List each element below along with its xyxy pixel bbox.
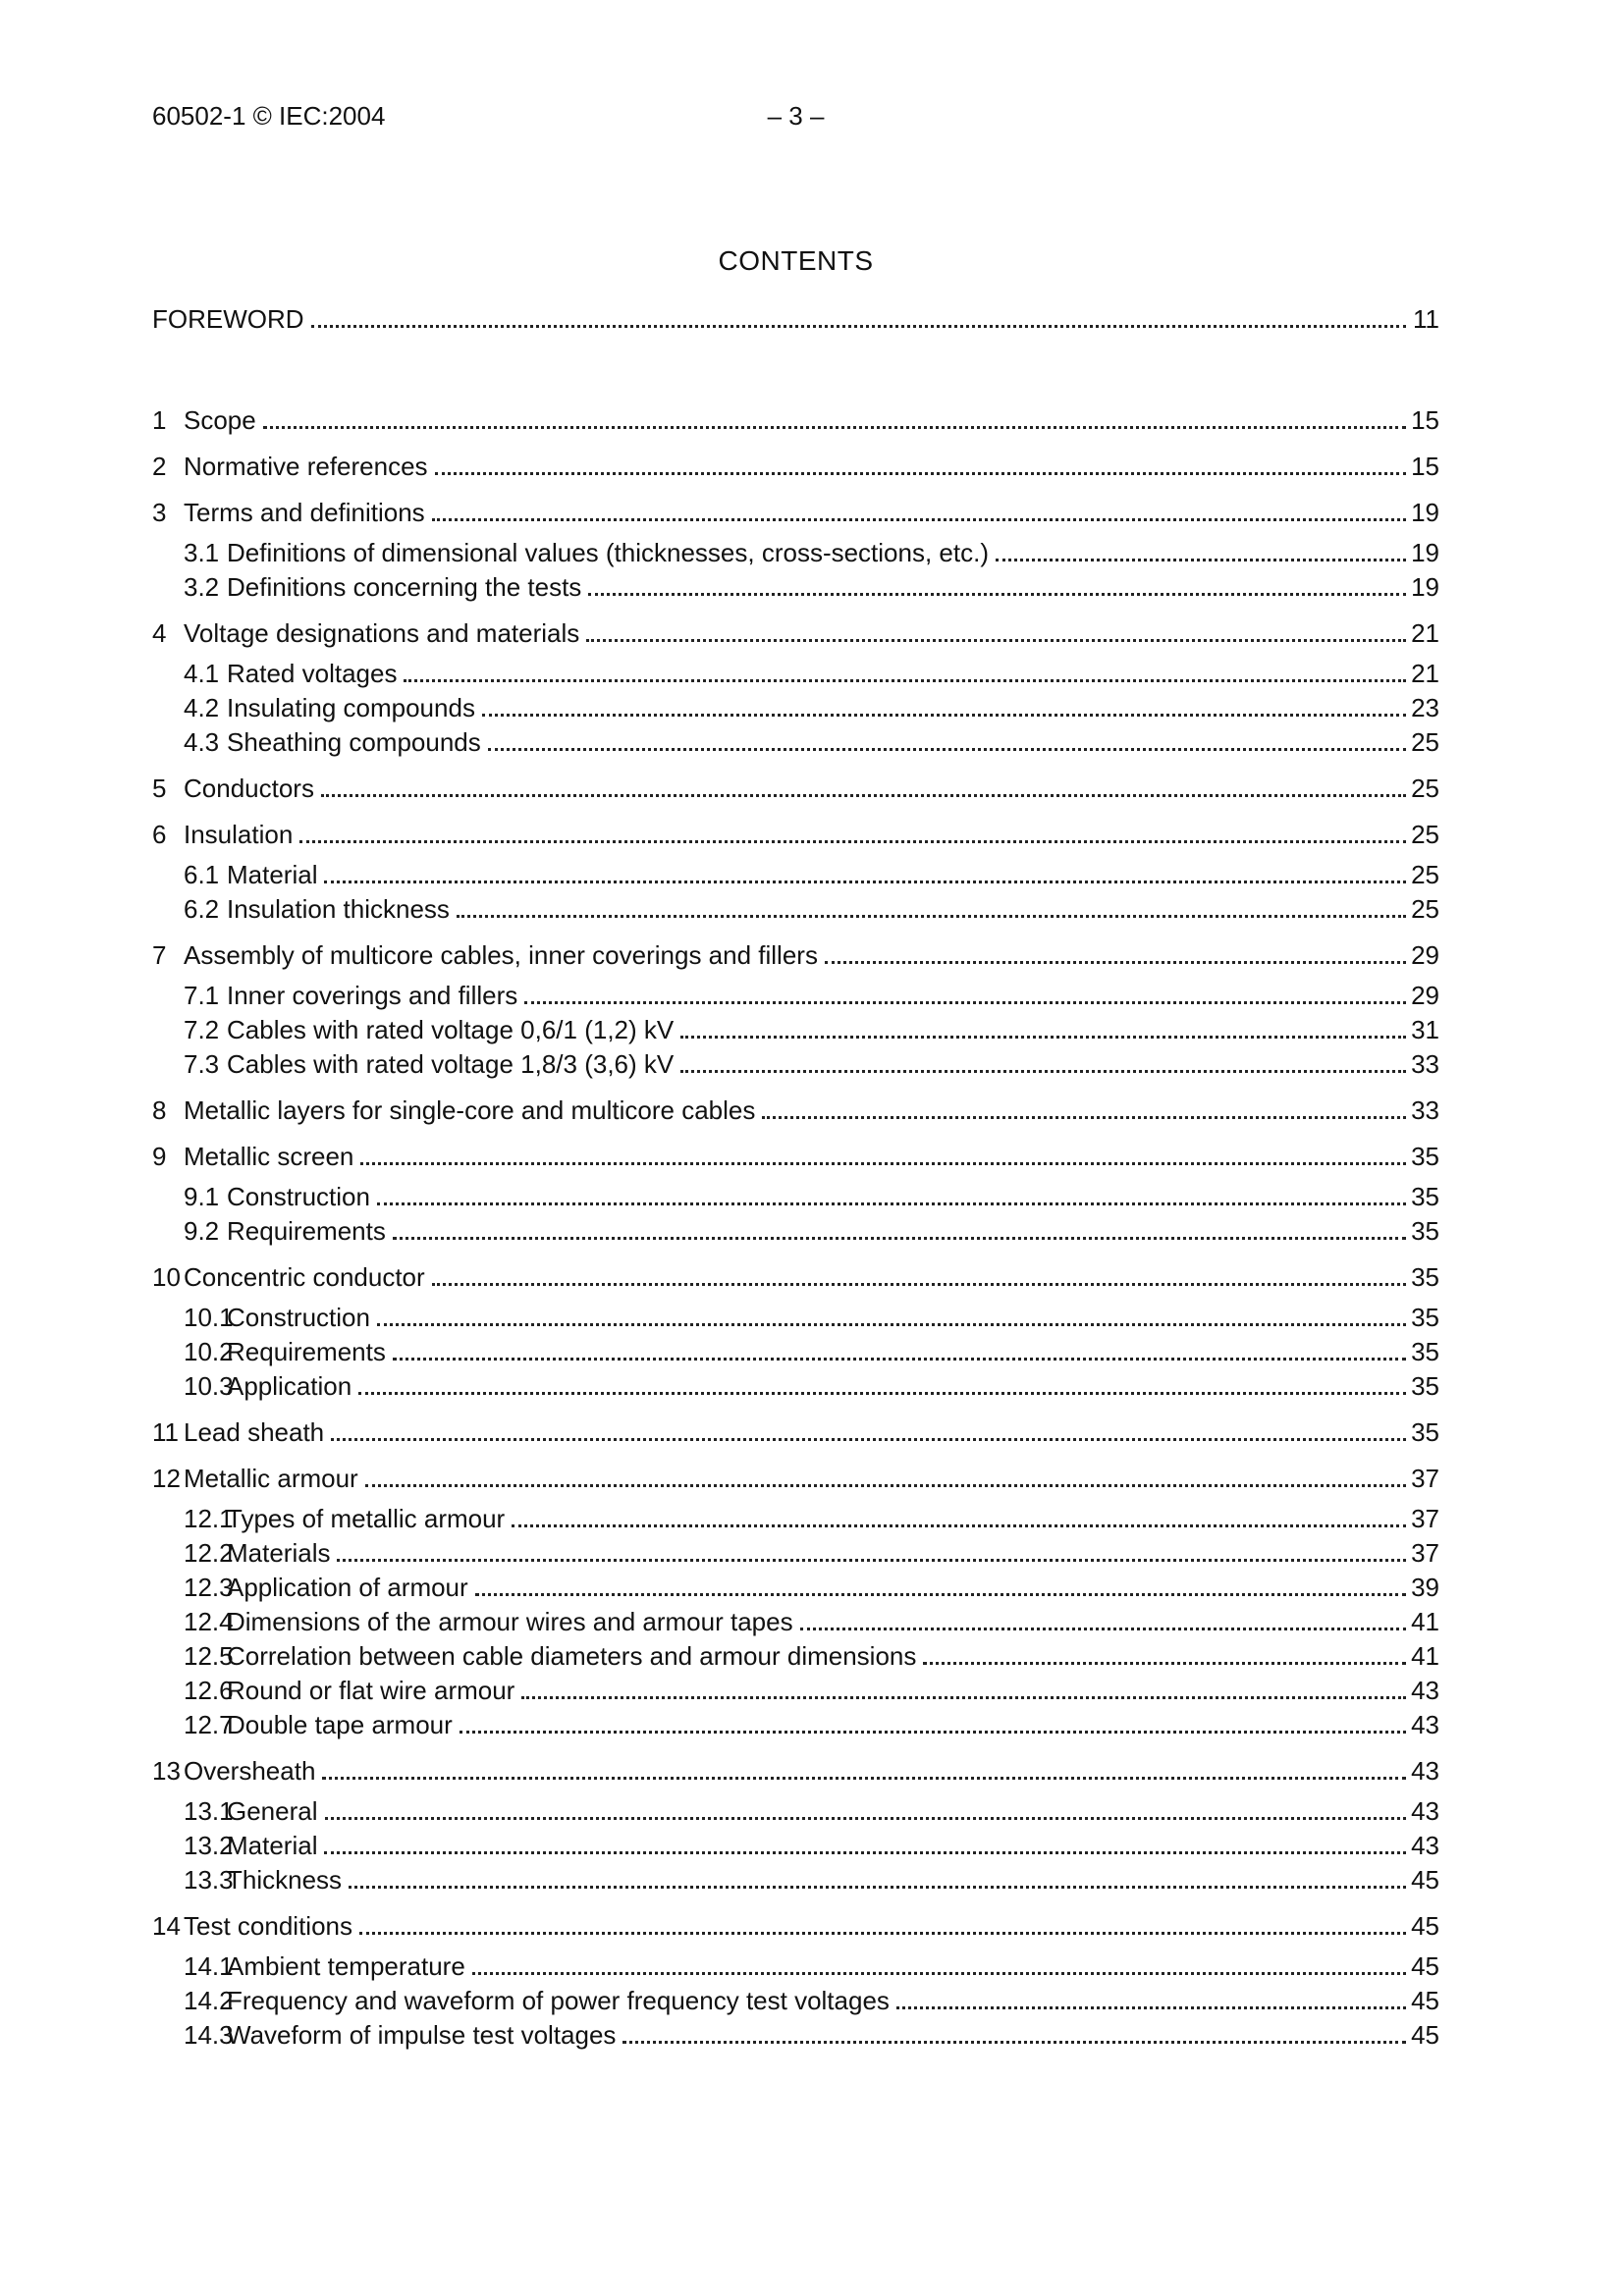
toc-entry-number: 10 xyxy=(152,1262,181,1292)
toc-entry-label: Correlation between cable diameters and armour dimensions xyxy=(227,1641,917,1671)
page-number-marker: – 3 – xyxy=(767,101,825,131)
contents-title: CONTENTS xyxy=(718,245,874,276)
toc-entry-page: 31 xyxy=(1411,1015,1439,1044)
toc-entry-page: 25 xyxy=(1411,820,1439,849)
toc-entry-number: 9 xyxy=(152,1142,167,1171)
toc-entry-label: Application xyxy=(227,1371,352,1401)
toc-leader-dots xyxy=(359,1932,1406,1935)
toc-entry-page: 23 xyxy=(1411,693,1439,722)
toc-leader-dots xyxy=(349,1886,1406,1889)
toc-entry-page: 29 xyxy=(1411,981,1439,1010)
toc-entry-number: 4.1 xyxy=(184,659,220,688)
toc-entry-label: Scope xyxy=(184,405,256,435)
toc-entry-label: Metallic layers for single-core and multicore cables xyxy=(184,1095,756,1125)
toc-entry-number: 12.3 xyxy=(184,1573,234,1602)
toc-entry-number: 14.2 xyxy=(184,1986,234,2015)
toc-entry-page: 33 xyxy=(1411,1049,1439,1079)
toc-entry-page: 35 xyxy=(1411,1216,1439,1246)
toc-entry-page: 45 xyxy=(1411,2020,1439,2050)
toc-leader-dots xyxy=(322,1777,1406,1780)
toc-entry-number: 14 xyxy=(152,1911,181,1941)
toc-entry xyxy=(152,1415,1439,1450)
toc-leader-dots xyxy=(622,2041,1406,2044)
toc-entry-number: 12.4 xyxy=(184,1607,234,1636)
toc-entry xyxy=(152,1605,1439,1639)
toc-entry xyxy=(152,1754,1439,1789)
toc-entry-page: 35 xyxy=(1411,1371,1439,1401)
toc-entry-number: 14.3 xyxy=(184,2020,234,2050)
toc-entry xyxy=(152,1180,1439,1214)
toc-entry-label: Rated voltages xyxy=(227,659,398,688)
toc-leader-dots xyxy=(996,559,1406,561)
toc-leader-dots xyxy=(923,1662,1406,1665)
toc-entry-label: Application of armour xyxy=(227,1573,468,1602)
toc-entry-number: 12.2 xyxy=(184,1538,234,1568)
toc-entry-number: 4.2 xyxy=(184,693,220,722)
toc-entry-label: Dimensions of the armour wires and armour tapes xyxy=(227,1607,793,1636)
toc-entry xyxy=(152,1794,1439,1829)
toc-entry xyxy=(152,1369,1439,1404)
toc-entry xyxy=(152,1949,1439,1984)
toc-leader-dots xyxy=(263,426,1406,429)
toc-entry-page: 37 xyxy=(1411,1464,1439,1493)
toc-entry xyxy=(152,1571,1439,1605)
toc-leader-dots xyxy=(460,1731,1406,1734)
toc-entry xyxy=(152,1909,1439,1944)
toc-entry xyxy=(152,1462,1439,1496)
toc-entry-label: Conductors xyxy=(184,774,314,803)
toc-entry-label: Cables with rated voltage 0,6/1 (1,2) kV xyxy=(227,1015,675,1044)
toc-entry-label: Construction xyxy=(227,1182,370,1211)
toc-entry-page: 43 xyxy=(1411,1831,1439,1860)
toc-entry-number: 14.1 xyxy=(184,1951,234,1981)
document-reference: 60502-1 © IEC:2004 xyxy=(152,101,386,131)
toc-leader-dots xyxy=(586,639,1406,642)
toc-leader-dots xyxy=(435,472,1406,475)
toc-leader-dots xyxy=(325,1817,1407,1820)
toc-leader-dots xyxy=(524,1001,1406,1004)
toc-leader-dots xyxy=(365,1484,1406,1487)
toc-entry-label: Double tape armour xyxy=(227,1710,453,1739)
toc-entry-number: 6.2 xyxy=(184,894,220,924)
toc-entry-page: 19 xyxy=(1411,538,1439,567)
toc-entry xyxy=(152,403,1439,438)
toc-entry-number: 12.1 xyxy=(184,1504,234,1533)
toc-entry-label: Definitions concerning the tests xyxy=(227,572,582,602)
toc-entry-page: 43 xyxy=(1411,1756,1439,1786)
toc-entry-page: 21 xyxy=(1411,659,1439,688)
toc-entry-page: 33 xyxy=(1411,1095,1439,1125)
toc-entry-label: Cables with rated voltage 1,8/3 (3,6) kV xyxy=(227,1049,675,1079)
toc-entry-label: Test conditions xyxy=(184,1911,352,1941)
toc-entry-label: Materials xyxy=(227,1538,331,1568)
toc-entry xyxy=(152,892,1439,927)
toc-leader-dots xyxy=(800,1628,1406,1630)
toc-entry-number: 9.2 xyxy=(184,1216,220,1246)
toc-entry xyxy=(152,570,1439,605)
toc-leader-dots xyxy=(393,1237,1406,1240)
toc-entry-number: 4.3 xyxy=(184,727,220,757)
toc-leader-dots xyxy=(299,840,1406,843)
toc-entry-label: Inner coverings and fillers xyxy=(227,981,518,1010)
toc-entry-number: 13.3 xyxy=(184,1865,234,1895)
toc-entry-number: 3 xyxy=(152,498,167,527)
toc-leader-dots xyxy=(457,915,1406,918)
toc-entry xyxy=(152,818,1439,852)
toc-leader-dots xyxy=(680,1070,1406,1073)
toc-entry xyxy=(152,536,1439,570)
toc-entry xyxy=(152,1260,1439,1295)
toc-entry-number: 12.6 xyxy=(184,1676,234,1705)
toc-leader-dots xyxy=(482,714,1406,717)
toc-leader-dots xyxy=(512,1524,1406,1527)
toc-leader-dots xyxy=(680,1036,1406,1039)
toc-entry-label: Thickness xyxy=(227,1865,343,1895)
toc-entry-page: 25 xyxy=(1411,860,1439,889)
toc-entry-page: 15 xyxy=(1411,405,1439,435)
toc-entry-page: 21 xyxy=(1411,618,1439,648)
toc-leader-dots xyxy=(472,1972,1406,1975)
toc-entry-number: 12 xyxy=(152,1464,181,1493)
toc-entry-page: 35 xyxy=(1411,1142,1439,1171)
toc-entry-number: 3.1 xyxy=(184,538,220,567)
toc-entry-page: 37 xyxy=(1411,1538,1439,1568)
toc-leader-dots xyxy=(358,1392,1406,1395)
toc-entry xyxy=(152,1047,1439,1082)
toc-entry-number: 10.1 xyxy=(184,1303,234,1332)
toc-leader-dots xyxy=(311,325,1406,328)
toc-entry-number: 4 xyxy=(152,618,167,648)
toc-leader-dots xyxy=(377,1202,1406,1205)
toc-leader-dots xyxy=(475,1593,1406,1596)
toc-entry-label: FOREWORD xyxy=(152,304,304,334)
toc-entry-number: 3.2 xyxy=(184,572,220,602)
toc-entry xyxy=(152,1863,1439,1897)
toc-entry-page: 29 xyxy=(1411,940,1439,970)
toc-entry xyxy=(152,938,1439,973)
toc-entry-page: 35 xyxy=(1411,1182,1439,1211)
toc-entry-label: Terms and definitions xyxy=(184,498,425,527)
toc-entry-number: 6.1 xyxy=(184,860,220,889)
toc-entry xyxy=(152,1502,1439,1536)
toc-entry-number: 6 xyxy=(152,820,167,849)
toc-entry xyxy=(152,1708,1439,1742)
toc-leader-dots xyxy=(896,2006,1406,2009)
toc-entry-label: Normative references xyxy=(184,452,428,481)
toc-entry xyxy=(152,496,1439,530)
toc-entry-label: Oversheath xyxy=(184,1756,316,1786)
toc-entry-label: Types of metallic armour xyxy=(227,1504,506,1533)
toc-leader-dots xyxy=(404,679,1406,682)
toc-entry-page: 45 xyxy=(1411,1951,1439,1981)
toc-entry-label: Waveform of impulse test voltages xyxy=(227,2020,617,2050)
page-header xyxy=(152,101,1439,134)
toc-entry-number: 7.2 xyxy=(184,1015,220,1044)
toc-entry-page: 37 xyxy=(1411,1504,1439,1533)
toc-entry xyxy=(152,1214,1439,1249)
toc-entry-label: Insulation thickness xyxy=(227,894,450,924)
toc-entry-label: Insulation xyxy=(184,820,294,849)
toc-entry xyxy=(152,979,1439,1013)
toc-entry xyxy=(152,616,1439,651)
toc-entry xyxy=(152,1013,1439,1047)
toc-entry-label: Insulating compounds xyxy=(227,693,475,722)
toc-entry-page: 39 xyxy=(1411,1573,1439,1602)
toc-entry-number: 2 xyxy=(152,452,167,481)
toc-entry-number: 5 xyxy=(152,774,167,803)
toc-entry-label: Ambient temperature xyxy=(227,1951,465,1981)
toc-entry-number: 7 xyxy=(152,940,167,970)
toc-entry-number: 13.1 xyxy=(184,1796,234,1826)
toc-list xyxy=(152,403,1439,2053)
toc-leader-dots xyxy=(337,1559,1406,1562)
toc-entry-number: 10.2 xyxy=(184,1337,234,1366)
toc-entry-page: 11 xyxy=(1413,304,1439,334)
toc-leader-dots xyxy=(360,1162,1406,1165)
toc-leader-dots xyxy=(432,518,1406,521)
toc-entry-page: 25 xyxy=(1411,774,1439,803)
toc-entry-number: 13 xyxy=(152,1756,181,1786)
toc-entry-label: Metallic armour xyxy=(184,1464,358,1493)
toc-entry-number: 12.5 xyxy=(184,1641,234,1671)
toc-entry-page: 35 xyxy=(1411,1262,1439,1292)
toc-entry xyxy=(152,1984,1439,2018)
toc-entry-label: Sheathing compounds xyxy=(227,727,481,757)
toc-entry-label: Definitions of dimensional values (thicknesses, cross-sections, etc.) xyxy=(227,538,989,567)
toc-entry-number: 1 xyxy=(152,405,167,435)
toc-entry-page: 43 xyxy=(1411,1796,1439,1826)
toc-entry-page: 25 xyxy=(1411,894,1439,924)
toc-entry-number: 7.1 xyxy=(184,981,220,1010)
toc-entry-page: 35 xyxy=(1411,1417,1439,1447)
toc-leader-dots xyxy=(432,1283,1406,1286)
toc-entry-page: 25 xyxy=(1411,727,1439,757)
toc-leader-dots xyxy=(321,794,1406,797)
toc-entry-page: 41 xyxy=(1411,1607,1439,1636)
toc-entry-page: 19 xyxy=(1411,572,1439,602)
toc-entry-label: Voltage designations and materials xyxy=(184,618,580,648)
toc-entry xyxy=(152,858,1439,892)
toc-entry xyxy=(152,1674,1439,1708)
table-of-contents xyxy=(152,302,1439,2053)
toc-entry-page: 35 xyxy=(1411,1303,1439,1332)
toc-leader-dots xyxy=(588,593,1406,596)
toc-entry-label: Round or flat wire armour xyxy=(227,1676,515,1705)
toc-entry xyxy=(152,1536,1439,1571)
toc-leader-dots xyxy=(488,748,1406,751)
toc-entry-label: Requirements xyxy=(227,1337,386,1366)
toc-leader-dots xyxy=(762,1116,1406,1119)
toc-entry xyxy=(152,2018,1439,2053)
toc-entry-page: 15 xyxy=(1411,452,1439,481)
toc-entry-label: Assembly of multicore cables, inner coverings and fillers xyxy=(184,940,818,970)
toc-entry-number: 10.3 xyxy=(184,1371,234,1401)
toc-entry xyxy=(152,1094,1439,1128)
toc-entry-label: Lead sheath xyxy=(184,1417,325,1447)
toc-entry xyxy=(152,772,1439,806)
toc-entry-number: 8 xyxy=(152,1095,167,1125)
toc-entry-page: 19 xyxy=(1411,498,1439,527)
toc-leader-dots xyxy=(521,1696,1406,1699)
toc-entry-page: 45 xyxy=(1411,1986,1439,2015)
toc-entry xyxy=(152,1140,1439,1174)
toc-entry-label: Metallic screen xyxy=(184,1142,354,1171)
toc-entry xyxy=(152,725,1439,760)
toc-entry-page: 45 xyxy=(1411,1865,1439,1895)
toc-entry xyxy=(152,1301,1439,1335)
toc-entry-number: 13.2 xyxy=(184,1831,234,1860)
toc-leader-dots xyxy=(331,1438,1406,1441)
toc-entry-page: 43 xyxy=(1411,1710,1439,1739)
toc-entry-page: 43 xyxy=(1411,1676,1439,1705)
toc-leader-dots xyxy=(393,1358,1406,1361)
toc-entry-number: 7.3 xyxy=(184,1049,220,1079)
toc-entry xyxy=(152,1335,1439,1369)
toc-entry-label: Material xyxy=(227,860,318,889)
toc-entry xyxy=(152,450,1439,484)
toc-entry-number: 12.7 xyxy=(184,1710,234,1739)
toc-entry-label: Concentric conductor xyxy=(184,1262,425,1292)
toc-entry xyxy=(152,1639,1439,1674)
toc-entry-label: General xyxy=(227,1796,318,1826)
toc-entry-number: 9.1 xyxy=(184,1182,220,1211)
toc-entry-label: Construction xyxy=(227,1303,370,1332)
toc-entry-label: Requirements xyxy=(227,1216,386,1246)
toc-entry xyxy=(152,691,1439,725)
toc-leader-dots xyxy=(324,1851,1406,1854)
toc-entry-label: Material xyxy=(227,1831,318,1860)
toc-leader-dots xyxy=(324,881,1406,883)
toc-entry xyxy=(152,1829,1439,1863)
toc-entry-page: 45 xyxy=(1411,1911,1439,1941)
toc-entry-label: Frequency and waveform of power frequency test voltages xyxy=(227,1986,890,2015)
toc-entry-page: 35 xyxy=(1411,1337,1439,1366)
toc-leader-dots xyxy=(825,961,1406,964)
foreword-entry xyxy=(152,302,1439,337)
toc-entry xyxy=(152,657,1439,691)
toc-entry-number: 11 xyxy=(152,1417,179,1447)
toc-entry-page: 41 xyxy=(1411,1641,1439,1671)
toc-leader-dots xyxy=(377,1323,1406,1326)
